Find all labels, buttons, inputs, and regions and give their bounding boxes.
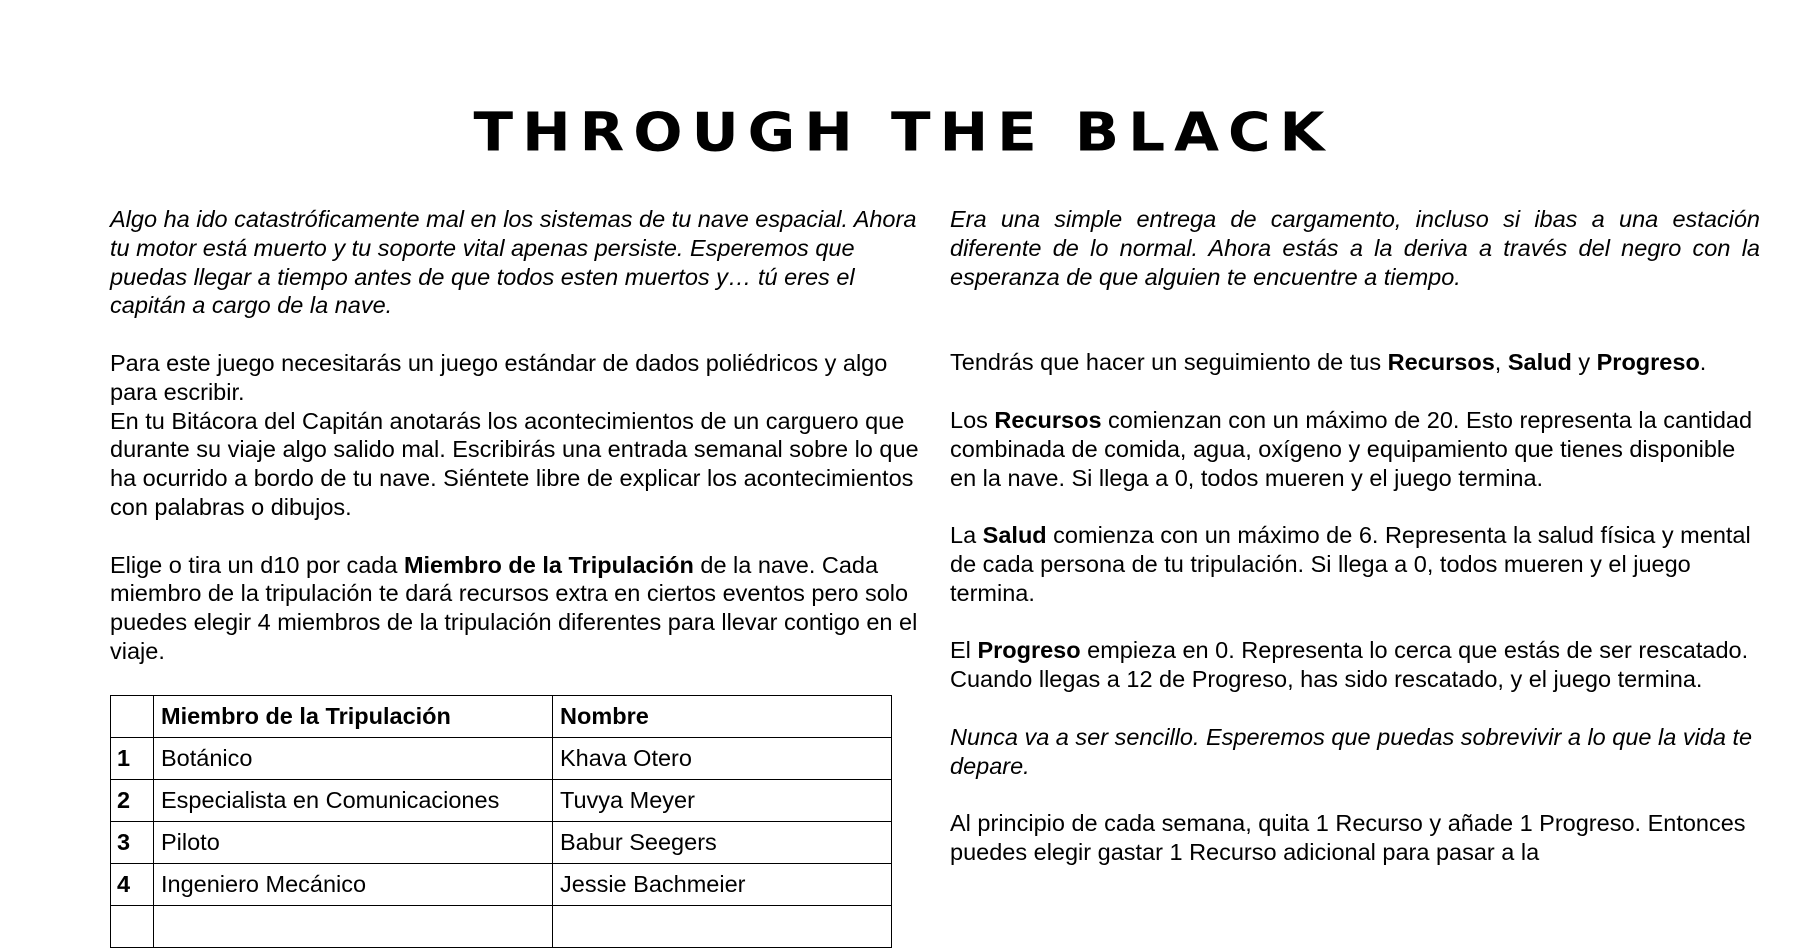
right-intro: Era una simple entrega de cargamento, incluso si ibas a una estación diferente de lo normal. Ahora estás a la deriva a través del negro con la esperanza de que alguien te encuentre a tiempo.: [950, 206, 1760, 290]
health-pre: La: [950, 522, 983, 549]
crew-text-post: de la nave. Cada miembro de la tripulación te dará recursos extra en ciertos eventos pero solo puedes elegir 4 miembros de la tripulación diferentes para llevar contigo en el viaje.: [110, 551, 918, 664]
crew-table: [110, 695, 892, 948]
row-num: 2: [111, 779, 154, 821]
table-row: [111, 737, 892, 779]
tracking-end: .: [1699, 349, 1707, 376]
header-num: [111, 695, 154, 737]
crew-paragraph: [110, 551, 925, 666]
row-name: Jessie Bachmeier: [553, 863, 892, 905]
row-name: Tuvya Meyer: [553, 779, 892, 821]
progress-post: empieza en 0. Representa lo cerca que estás de ser rescatado. Cuando llegas a 12 de Progreso, has sido rescatado, y el juego termina.: [950, 637, 1749, 693]
row-num: [111, 905, 154, 947]
term-progress: Progreso: [1596, 349, 1700, 376]
term-resources: Recursos: [1387, 349, 1495, 376]
header-role: Miembro de la Tripulación: [154, 695, 553, 737]
never-easy-paragraph: Nunca va a ser sencillo. Esperemos que puedas sobrevivir a lo que la vida te depare.: [950, 723, 1753, 779]
health-paragraph: [950, 521, 1760, 607]
table-row: [111, 821, 892, 863]
row-role: Ingeniero Mecánico: [154, 863, 553, 905]
table-row: [111, 863, 892, 905]
left-intro: Algo ha ido catastróficamente mal en los sistemas de tu nave espacial. Ahora tu motor está muerto y tu soporte vital apenas persiste. Esperemos que puedas llegar a tiempo antes de que todos esten muertos y… tú eres el capitán a cargo de la nave.: [110, 206, 917, 319]
table-row: [111, 905, 892, 947]
table-row: [111, 779, 892, 821]
row-role: Botánico: [154, 737, 553, 779]
tracking-sep: y: [1571, 349, 1597, 376]
row-name: Khava Otero: [553, 737, 892, 779]
row-num: 4: [111, 863, 154, 905]
tracking-paragraph: [950, 348, 1760, 377]
progress-pre: El: [950, 637, 978, 664]
resources-paragraph: [950, 406, 1760, 492]
crew-term: Miembro de la Tripulación: [403, 551, 694, 578]
health-term: Salud: [982, 522, 1047, 549]
row-num: 3: [111, 821, 154, 863]
row-num: 1: [111, 737, 154, 779]
term-health: Salud: [1507, 349, 1572, 376]
weekly-rules-paragraph: Al principio de cada semana, quita 1 Recurso y añade 1 Progreso. Entonces puedes elegir gastar 1 Recurso adicional para pasar a la: [950, 810, 1746, 865]
crew-table-header: [111, 695, 892, 737]
resources-term: Recursos: [994, 406, 1102, 433]
row-role: Especialista en Comunicaciones: [154, 779, 553, 821]
row-name: Babur Seegers: [553, 821, 892, 863]
left-column: [110, 205, 925, 948]
row-role: Piloto: [154, 821, 553, 863]
row-name: [553, 905, 892, 947]
tracking-pre: Tendrás que hacer un seguimiento de tus: [950, 349, 1388, 376]
requirements-text: Para este juego necesitarás un juego estándar de dados poliédricos y algo para escribir.: [110, 349, 888, 405]
header-name: Nombre: [553, 695, 892, 737]
progress-term: Progreso: [977, 637, 1081, 664]
health-post: comienza con un máximo de 6. Representa la salud física y mental de cada persona de tu tripulación. Si llega a 0, todos mueren y el juego termina.: [950, 522, 1751, 606]
progress-paragraph: [950, 636, 1760, 694]
requirements-paragraph: [110, 349, 925, 522]
captains-log-text: En tu Bitácora del Capitán anotarás los acontecimientos de un carguero que durante su viaje algo salido mal. Escribirás una entrada semanal sobre lo que ha ocurrido a bordo de tu nave. Siéntete libre de explicar los acontecimientos con palabras o dibujos.: [110, 407, 919, 520]
tracking-sep: ,: [1494, 349, 1508, 376]
row-role: [154, 905, 553, 947]
game-title: THROUGH THE BLACK: [473, 100, 1334, 164]
resources-post: comienzan con un máximo de 20. Esto representa la cantidad combinada de comida, agua, oxígeno y equipamiento que tienes disponible en la nave. Si llega a 0, todos mueren y el juego termina.: [950, 406, 1753, 491]
right-column: [950, 205, 1760, 896]
resources-pre: Los: [950, 406, 995, 433]
crew-text-pre: Elige o tira un d10 por cada: [110, 551, 404, 578]
